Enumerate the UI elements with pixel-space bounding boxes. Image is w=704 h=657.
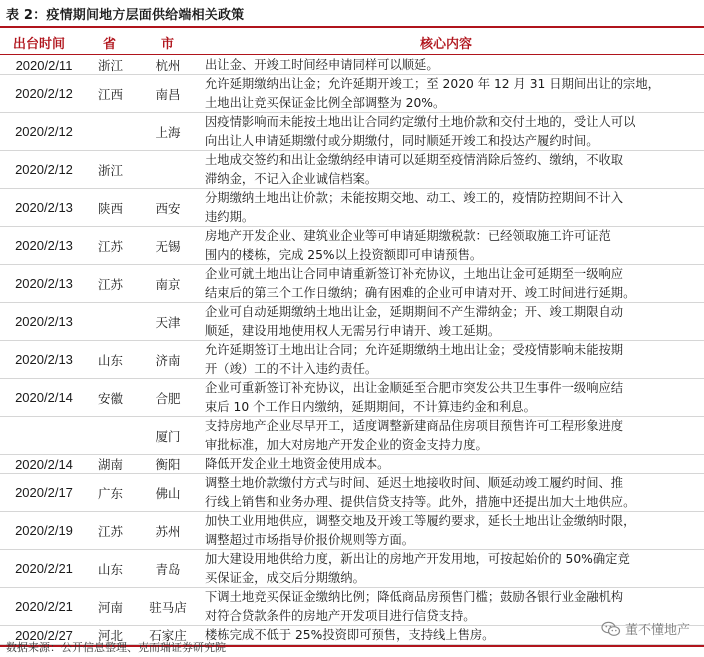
row-content xyxy=(203,379,701,416)
content-line: 因疫情影响而未能按土地出让合同约定缴付土地价款和交付土地的，受让人可以 xyxy=(205,114,636,129)
row-date: 2020/2/13 xyxy=(15,200,73,215)
row-date: 2020/2/14 xyxy=(15,456,73,472)
table-row xyxy=(0,417,704,455)
row-province xyxy=(88,417,133,454)
row-date: 2020/2/13 xyxy=(15,314,73,329)
row-province xyxy=(88,113,133,150)
content-line: 买保证金，成交后分期缴纳。 xyxy=(205,570,365,585)
row-province: 安徽 xyxy=(97,390,123,406)
row-content xyxy=(203,113,701,150)
content-line: 束后 10 个工作日内缴纳，延期期间，不计算违约金和利息。 xyxy=(205,399,536,414)
watermark-text: 董不懂地产 xyxy=(624,623,690,638)
content-line: 楼栋完成不低于 25%投资即可预售，支持线上售房。 xyxy=(205,627,495,642)
row-content xyxy=(203,75,701,112)
content-line: 调整超过市场指导价报价规则等方面。 xyxy=(205,532,415,547)
row-content xyxy=(203,417,701,454)
table-body xyxy=(0,56,704,645)
content-line: 加大建设用地供给力度，新出让的房地产开发用地，可按起始价的 50%确定竞 xyxy=(205,551,630,566)
row-city: 衡阳 xyxy=(155,457,181,472)
row-province: 江苏 xyxy=(97,523,123,539)
row-date: 2020/2/12 xyxy=(15,124,73,139)
table-title: 表 2：疫情期间地方层面供给端相关政策 xyxy=(6,8,245,23)
row-province: 山东 xyxy=(97,561,123,577)
content-line: 允许延期缴纳出让金；允许延期开竣工；至 2020 年 12 月 31 日期间出让的宗地， xyxy=(205,76,660,91)
row-province: 浙江 xyxy=(97,58,123,73)
row-province: 江苏 xyxy=(97,276,123,292)
row-province: 湖南 xyxy=(97,457,123,472)
row-date: 2020/2/13 xyxy=(15,238,73,253)
content-line: 开（竣）工的不计入违约责任。 xyxy=(205,361,378,376)
content-line: 企业可重新签订补充协议，出让金顺延至合肥市突发公共卫生事件一级响应结 xyxy=(205,380,624,395)
row-province: 浙江 xyxy=(97,162,123,178)
content-line: 加快工业用地供应，调整交地及开竣工等履约要求，延长土地出让金缴纳时限， xyxy=(205,513,636,528)
content-line: 土地出让竞买保证金比例全部调整为 20%。 xyxy=(205,95,446,110)
row-city xyxy=(133,151,203,188)
row-content xyxy=(203,303,701,340)
row-city: 天津 xyxy=(155,314,181,330)
row-date: 2020/2/21 xyxy=(15,561,73,576)
row-province: 河南 xyxy=(97,599,123,615)
row-city: 西安 xyxy=(155,200,181,216)
content-line: 企业可自动延期缴纳土地出让金，延期期间不产生滞纳金；开、竣工期限自动 xyxy=(205,304,624,319)
row-province: 河北 xyxy=(97,628,123,643)
table-row xyxy=(0,341,704,379)
row-city: 济南 xyxy=(155,352,181,368)
row-city: 苏州 xyxy=(155,523,181,539)
row-city: 青岛 xyxy=(155,561,181,577)
row-content xyxy=(203,474,701,511)
table-row xyxy=(0,550,704,588)
content-line: 结束后的第三个工作日缴纳；确有困难的企业可申请对开、竣工时间进行延期。 xyxy=(205,285,636,300)
row-province: 山东 xyxy=(97,352,123,368)
content-line: 企业可就土地出让合同申请重新签订补充协议，土地出让金可延期至一级响应 xyxy=(205,266,624,281)
header-city: 市 xyxy=(161,37,175,52)
table-row xyxy=(0,151,704,189)
row-city: 无锡 xyxy=(155,238,181,254)
watermark xyxy=(601,619,690,638)
content-line: 支持房地产企业尽早开工，适度调整新建商品住房项目预售许可工程形象进度 xyxy=(205,418,624,433)
content-line: 顺延，建设用地使用权人无需另行申请开、竣工延期。 xyxy=(205,323,501,338)
row-date: 2020/2/27 xyxy=(15,627,73,643)
row-date: 2020/2/17 xyxy=(15,485,73,500)
row-content xyxy=(203,56,701,74)
row-date: 2020/2/12 xyxy=(15,86,73,101)
content-line: 房地产开发企业、建筑业企业等可申请延期缴税款：已经领取施工许可证范 xyxy=(205,228,611,243)
row-province: 陕西 xyxy=(97,200,123,216)
row-city: 南京 xyxy=(155,276,181,292)
content-line: 滞纳金，不记入企业诚信档案。 xyxy=(205,171,378,186)
row-content xyxy=(203,550,701,587)
content-line: 允许延期签订土地出让合同；允许延期缴纳土地出让金；受疫情影响未能按期 xyxy=(205,342,624,357)
table-row xyxy=(0,189,704,227)
content-line: 降低开发企业土地资金使用成本。 xyxy=(205,456,390,471)
content-line: 对符合贷款条件的房地产开发项目进行信贷支持。 xyxy=(205,608,476,623)
table-row xyxy=(0,512,704,550)
row-city: 厦门 xyxy=(155,428,181,444)
table-row xyxy=(0,474,704,512)
content-line: 调整土地价款缴付方式与时间、延迟土地接收时间、顺延动竣工履约时间、推 xyxy=(205,475,624,490)
row-date: 2020/2/21 xyxy=(15,599,73,614)
table-row xyxy=(0,303,704,341)
row-date: 2020/2/13 xyxy=(15,276,73,291)
row-city: 驻马店 xyxy=(149,599,187,615)
header-date: 出台时间 xyxy=(13,37,66,52)
row-content xyxy=(203,265,701,302)
wechat-icon xyxy=(601,621,621,637)
table-row xyxy=(0,113,704,151)
row-date xyxy=(0,417,88,454)
row-content xyxy=(203,227,701,264)
content-line: 出让金、开竣工时间经申请同样可以顺延。 xyxy=(205,57,439,72)
header-content: 核心内容 xyxy=(420,37,473,52)
row-content xyxy=(203,151,701,188)
row-city: 佛山 xyxy=(155,485,181,501)
row-date: 2020/2/12 xyxy=(15,162,73,177)
table-row xyxy=(0,588,704,626)
content-line: 围内的楼栋，完成 25%以上投资额即可申请预售。 xyxy=(205,247,483,262)
content-line: 分期缴纳土地出让价款；未能按期交地、动工、竣工的，疫情防控期间不计入 xyxy=(205,190,624,205)
table-row xyxy=(0,56,704,75)
table-row xyxy=(0,455,704,474)
row-content xyxy=(203,455,701,473)
table-row xyxy=(0,227,704,265)
table-header xyxy=(0,28,704,54)
row-city: 上海 xyxy=(155,124,181,140)
content-line: 违约期。 xyxy=(205,209,255,224)
row-city: 杭州 xyxy=(155,58,181,73)
table-row xyxy=(0,75,704,113)
row-city: 南昌 xyxy=(155,86,181,102)
row-content xyxy=(203,341,701,378)
source-note: 数据来源：公开信息整理、克而瑞证券研究院 xyxy=(6,641,226,654)
row-province: 江西 xyxy=(97,86,123,102)
content-line: 向出让人申请延期缴付或分期缴付，同时顺延开竣工和投达产履约时间。 xyxy=(205,133,599,148)
row-city: 合肥 xyxy=(155,390,181,406)
row-date: 2020/2/11 xyxy=(15,57,73,73)
row-province: 广东 xyxy=(97,485,123,501)
content-line: 审批标准，加大对房地产开发企业的资金支持力度。 xyxy=(205,437,488,452)
row-province xyxy=(88,303,133,340)
row-date: 2020/2/13 xyxy=(15,352,73,367)
row-content xyxy=(203,189,701,226)
content-line: 下调土地竞买保证金缴纳比例；降低商品房预售门槛；鼓励各银行业金融机构 xyxy=(205,589,624,604)
header-province: 省 xyxy=(103,37,117,52)
table-row xyxy=(0,265,704,303)
content-line: 行线上销售和业务办理、提供信贷支持等。此外，措施中还提出加大土地供应。 xyxy=(205,494,636,509)
table-row xyxy=(0,379,704,417)
row-city: 石家庄 xyxy=(149,628,187,643)
row-content xyxy=(203,512,701,549)
content-line: 土地成交签约和出让金缴纳经申请可以延期至疫情消除后签约、缴纳，不收取 xyxy=(205,152,624,167)
row-date: 2020/2/14 xyxy=(15,390,73,405)
row-province: 江苏 xyxy=(97,238,123,254)
row-date: 2020/2/19 xyxy=(15,523,73,538)
